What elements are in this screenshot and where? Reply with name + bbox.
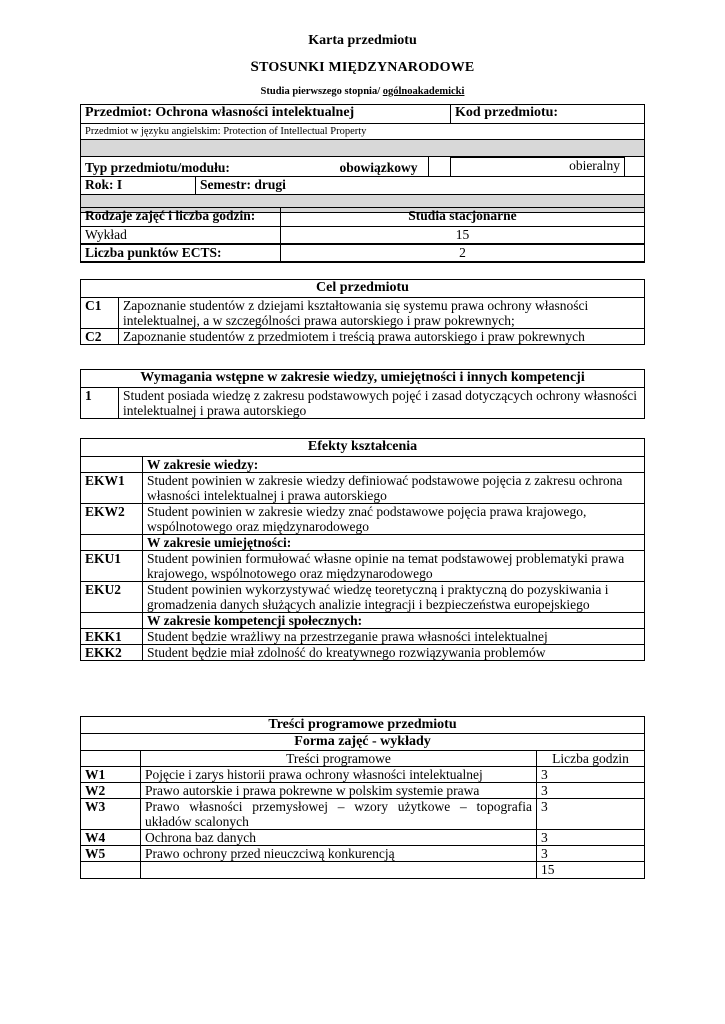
- effects-header: Efekty kształcenia: [81, 439, 645, 457]
- knowledge-heading: W zakresie wiedzy:: [143, 457, 645, 473]
- card-title: Karta przedmiotu: [308, 33, 417, 48]
- content-code: W5: [81, 846, 141, 862]
- goal-text: Zapoznanie studentów z przedmiotem i treścią prawa autorskiego i praw pokrewnych: [119, 329, 645, 345]
- content-text: Prawo autorskie i prawa pokrewne w polskim systemie prawa: [141, 783, 537, 799]
- content-form: Forma zajęć - wykłady: [81, 734, 645, 751]
- elective-label: obieralny: [451, 157, 625, 177]
- skills-heading: W zakresie umiejętności:: [143, 535, 645, 551]
- content-text: Ochrona baz danych: [141, 830, 537, 846]
- semester: Semestr: drugi: [196, 177, 645, 195]
- ects-label: Liczba punktów ECTS:: [81, 244, 281, 262]
- effect-text: Student powinien wykorzystywać wiedzę teoretyczną i praktyczną do pozyskiwania i gromadzenia danych służących analizie integracji i bezpieczeństwa europejskiego: [143, 582, 645, 613]
- study-mode: Studia stacjonarne: [281, 208, 645, 227]
- effect-code: EKW1: [81, 473, 143, 504]
- year: Rok: I: [81, 177, 196, 195]
- empty-cell: [81, 535, 143, 551]
- subject-name: Przedmiot: Ochrona własności intelektualnej: [81, 105, 451, 124]
- mandatory-label: obowiązkowy: [336, 157, 429, 177]
- program-name: [0, 59, 725, 76]
- hours-label: Rodzaje zajęć i liczba godzin:: [81, 208, 281, 227]
- content-code: W4: [81, 830, 141, 846]
- hours-column-header: Liczba godzin: [537, 751, 645, 767]
- effect-text: Student będzie wrażliwy na przestrzeganie prawa własności intelektualnej: [143, 629, 645, 645]
- study-profile: ogólnoakademicki: [382, 86, 465, 97]
- effect-text: Student powinien w zakresie wiedzy znać podstawowe pojęcia prawa krajowego, wspólnotowego oraz międzynarodowego: [143, 504, 645, 535]
- content-hours: 3: [537, 799, 645, 830]
- empty-cell: [81, 613, 143, 629]
- study-level-prefix: Studia pierwszego stopnia/: [260, 86, 383, 97]
- ects-value: 2: [281, 244, 645, 262]
- goal-table: [80, 279, 645, 345]
- content-code: W1: [81, 767, 141, 783]
- competence-heading: W zakresie kompetencji społecznych:: [143, 613, 645, 629]
- effect-text: Student powinien w zakresie wiedzy definiować podstawowe pojęcia z zakresu ochrona własności intelektualnej i prawa autorskiego: [143, 473, 645, 504]
- effect-text: Student powinien formułować własne opinie na temat podstawowej problematyki prawa krajowego, wspólnotowego oraz międzynarodowego: [143, 551, 645, 582]
- prereq-text: Student posiada wiedzę z zakresu podstawowych pojęć i zasad dotyczących ochrony własności intelektualnej i prawa autorskiego: [119, 388, 645, 419]
- program-name-rest: TOSUNKI MIĘDZYNARODOWE: [259, 60, 475, 75]
- content-code: W2: [81, 783, 141, 799]
- prereq-table: [80, 369, 645, 419]
- hours-table: [80, 207, 645, 263]
- study-level: [0, 86, 725, 97]
- english-name: Przedmiot w języku angielskim: Protection of Intellectual Property: [81, 124, 645, 140]
- empty-cell: [141, 862, 537, 879]
- content-text: Pojęcie i zarys historii prawa ochrony własności intelektualnej: [141, 767, 537, 783]
- content-hours: 3: [537, 830, 645, 846]
- goal-header: Cel przedmiotu: [81, 280, 645, 298]
- content-total-hours: 15: [537, 862, 645, 879]
- effect-code: EKW2: [81, 504, 143, 535]
- effect-code: EKU2: [81, 582, 143, 613]
- program-name-initial: S: [250, 59, 260, 75]
- subject-info-table: [80, 104, 645, 213]
- prereq-code: 1: [81, 388, 119, 419]
- empty-cell: [81, 751, 141, 767]
- goal-code: C2: [81, 329, 119, 345]
- type-label: Typ przedmiotu/modułu:: [81, 157, 336, 177]
- content-text: Prawo ochrony przed nieuczciwą konkurencją: [141, 846, 537, 862]
- prereq-header: Wymagania wstępne w zakresie wiedzy, umiejętności i innych kompetencji: [81, 370, 645, 388]
- lecture-label: Wykład: [81, 227, 281, 244]
- content-table: [80, 716, 645, 879]
- content-hours: 3: [537, 783, 645, 799]
- goal-code: C1: [81, 298, 119, 329]
- effects-table: [80, 438, 645, 661]
- content-header: Treści programowe przedmiotu: [81, 717, 645, 734]
- content-text: Prawo własności przemysłowej – wzory użytkowe – topografia układów scalonych: [141, 799, 537, 830]
- content-code: W3: [81, 799, 141, 830]
- subject-code-label: Kod przedmiotu:: [451, 105, 645, 124]
- empty-cell: [81, 862, 141, 879]
- effect-code: EKK2: [81, 645, 143, 661]
- content-hours: 3: [537, 846, 645, 862]
- empty-cell: [81, 457, 143, 473]
- goal-text: Zapoznanie studentów z dziejami kształtowania się systemu prawa ochrony własności intelektualnej, a w szczególności prawa autorskiego i praw pokrewnych;: [119, 298, 645, 329]
- effect-text: Student będzie miał zdolność do kreatywnego rozwiązywania problemów: [143, 645, 645, 661]
- content-hours: 3: [537, 767, 645, 783]
- mandatory-checkbox: [429, 157, 451, 177]
- content-column-header: Treści programowe: [141, 751, 537, 767]
- elective-checkbox: [625, 157, 645, 177]
- gray-separator: [81, 140, 645, 157]
- lecture-hours: 15: [281, 227, 645, 244]
- effect-code: EKK1: [81, 629, 143, 645]
- effect-code: EKU1: [81, 551, 143, 582]
